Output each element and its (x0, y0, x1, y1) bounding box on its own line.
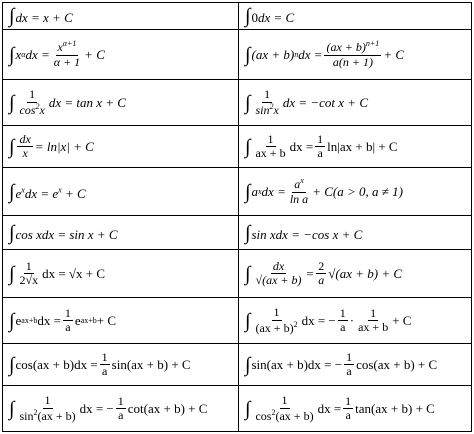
integral-formula-table (2, 2, 472, 432)
formula-cell: ∫0dx = C (245, 5, 295, 27)
table-row (3, 29, 471, 79)
formula-cell: ∫ e ax+b dx = $\frac{1}{a}$ e ax+b + C (3, 298, 239, 343)
formula-cell: ∫ a x dx = $\frac{a^x}{\text{ln a}}$ + C(a > 0, a ≠ 1) (245, 176, 403, 206)
table-row (3, 249, 471, 297)
formula-cell: ∫ $\frac{1}{\sin^2(ax + b)}$ dx = − $\frac{1}{a}$ cot(ax + b) + C (3, 386, 239, 431)
formula-cell: ∫ (ax + b) n dx = $\frac{(ax + b)^{n+1}}{a(n + 1)}$ + C (245, 39, 405, 69)
formula-cell: ∫ $\frac{1}{(ax + b)^2}$ dx = − $\frac{1}{a}$ · $\frac{1}{ax + b}$ + C (245, 305, 412, 335)
formula-cell: ∫ x α dx = $\frac{x^{\alpha+1}}{\alpha + 1}$ + C (3, 30, 239, 79)
formula-cell: ∫cos xdx = sin x + C (3, 216, 239, 249)
table-row (3, 385, 471, 431)
formula-cell: $\int e^xdx = e^x + C$ (3, 168, 239, 215)
formula-cell: ∫ $\frac{1}{2√x}$ dx = √x + C (3, 250, 239, 297)
formula-cell: ∫ $\frac{1}{\cos^2x}$ dx = tan x + C (3, 80, 239, 125)
table-row (3, 125, 471, 167)
table-row (3, 167, 471, 215)
formula-cell: ∫ $\frac{1}{ax + b}$ dx = $\frac{1}{a}$ ln|ax + b| + C (245, 131, 398, 160)
table-row (3, 3, 471, 29)
table-row (3, 215, 471, 249)
formula-cell: ∫ $\frac{1}{\cos^2(ax + b)}$ dx = $\frac{1}{a}$ tan(ax + b) + C (245, 393, 435, 423)
table-row (3, 79, 471, 125)
formula-cell: ∫ sin(ax + b)dx = − $\frac{1}{a}$ cos(ax + b) + C (245, 349, 438, 378)
formula-cell: ∫ $\frac{1}{\sin^2x}$ dx = −cot x + C (245, 87, 368, 117)
table-row (3, 343, 471, 385)
formula-cell: ∫ $\frac{dx}{x}$ = ln|x| + C (3, 126, 239, 167)
formula-cell: ∫sin xdx = −cos x + C (245, 221, 363, 244)
table-row (3, 297, 471, 343)
formula-cell: ∫ $\frac{dx}{√(ax + b)}$ = $\frac{2}{a}$ √(ax + b) + C (245, 258, 403, 287)
formula-cell: ∫ cos(ax + b)dx = $\frac{1}{a}$ sin(ax + b) + C (3, 344, 239, 385)
formula-cell: ∫dx = x + C (3, 3, 239, 29)
